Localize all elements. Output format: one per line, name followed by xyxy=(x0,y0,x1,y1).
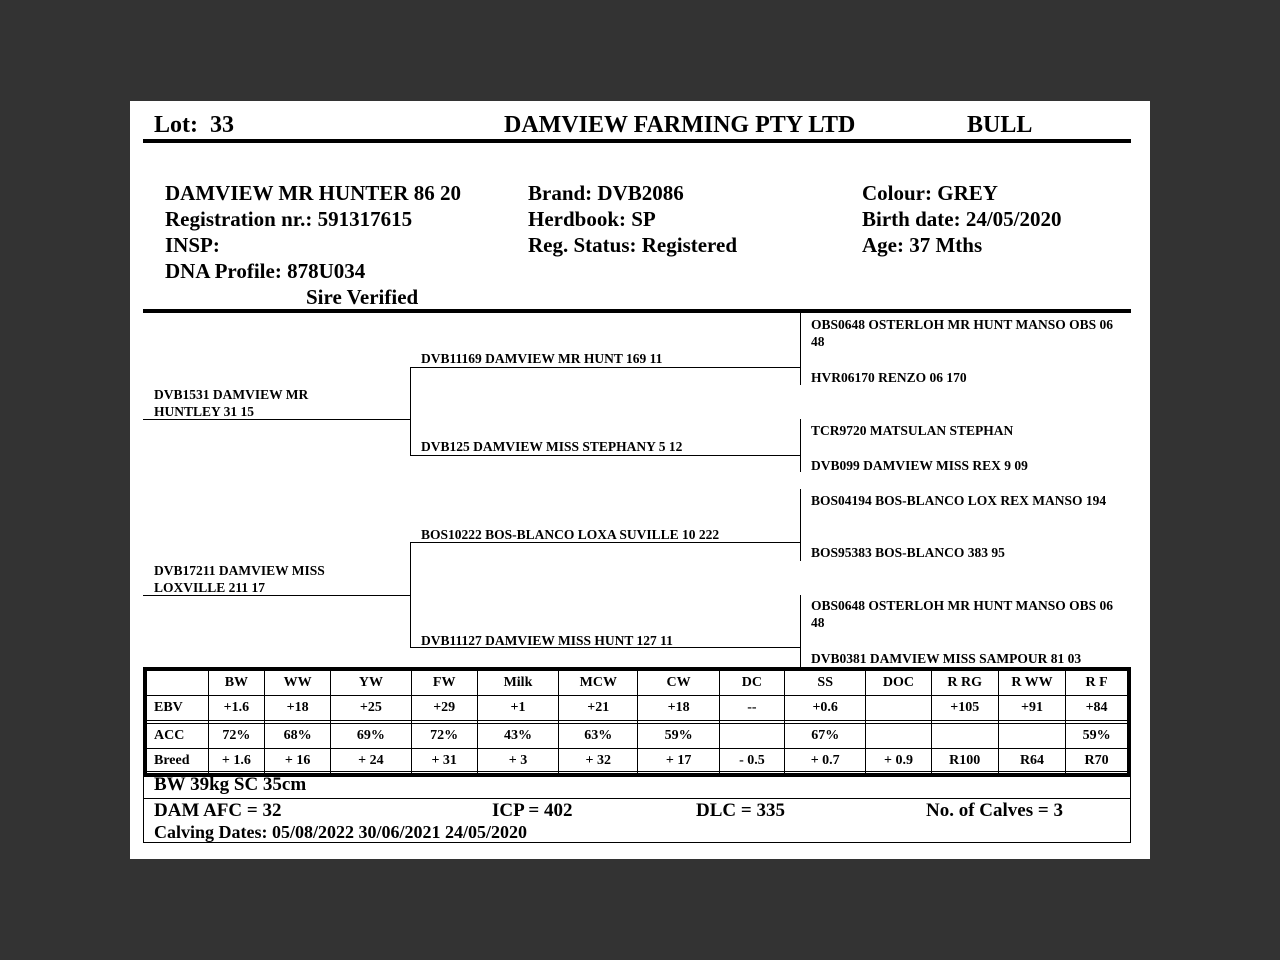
ebv-table xyxy=(143,667,1131,777)
pedigree-dam-dam: DVB11127 DAMVIEW MISS HUNT 127 11 xyxy=(421,633,673,648)
breed-cell: + 0.9 xyxy=(866,749,931,776)
dam-calves: No. of Calves = 3 xyxy=(926,800,1063,821)
ebv-cell: +21 xyxy=(559,696,638,721)
ebv-col-header: CW xyxy=(638,669,719,696)
acc-cell xyxy=(931,724,998,749)
ebv-cell: +25 xyxy=(331,696,411,721)
dam-dlc: DLC = 335 xyxy=(696,800,785,821)
breed-cell: - 0.5 xyxy=(719,749,784,776)
ebv-cell: +1 xyxy=(477,696,558,721)
lot-label xyxy=(154,112,234,138)
colour: Colour: GREY xyxy=(862,181,998,205)
ebv-cell: +18 xyxy=(638,696,719,721)
gen3-bracket-1 xyxy=(800,313,801,385)
breed-cell: + 17 xyxy=(638,749,719,776)
breed-cell: + 0.7 xyxy=(785,749,866,776)
insp-label: INSP: xyxy=(165,233,220,257)
sire-verified: Sire Verified xyxy=(306,285,419,309)
acc-cell: 43% xyxy=(477,724,558,749)
pedigree-sire-dam-sire: TCR9720 MATSULAN STEPHAN xyxy=(811,423,1014,438)
seller-name: DAMVIEW FARMING PTY LTD xyxy=(504,112,856,138)
breed-cell: R70 xyxy=(1066,749,1129,776)
ebv-col-header: MCW xyxy=(559,669,638,696)
ebv-col-header: R F xyxy=(1066,669,1129,696)
ebv-col-header: WW xyxy=(264,669,330,696)
dam-bracket xyxy=(410,542,411,648)
birth-date: Birth date: 24/05/2020 xyxy=(862,207,1062,231)
herdbook: Herdbook: SP xyxy=(528,207,656,231)
sale-lot-card xyxy=(130,101,1150,859)
pedigree-sire: DVB1531 DAMVIEW MR HUNTLEY 31 15 xyxy=(154,387,309,419)
ebv-col-header: DOC xyxy=(866,669,931,696)
header-rule xyxy=(143,139,1131,143)
acc-cell xyxy=(866,724,931,749)
breed-cell: + 16 xyxy=(264,749,330,776)
reg-status: Reg. Status: Registered xyxy=(528,233,737,257)
animal-sex: BULL xyxy=(967,112,1033,138)
ebv-cell: +91 xyxy=(998,696,1065,721)
acc-cell: 69% xyxy=(331,724,411,749)
ebv-cell: +29 xyxy=(411,696,477,721)
ebv-col-header xyxy=(145,669,208,696)
animal-name: DAMVIEW MR HUNTER 86 20 xyxy=(165,181,461,205)
breed-cell: + 32 xyxy=(559,749,638,776)
ebv-col-header: R WW xyxy=(998,669,1065,696)
pedigree-dam-dam-dam: DVB0381 DAMVIEW MISS SAMPOUR 81 03 xyxy=(811,651,1082,666)
ebv-cell: +0.6 xyxy=(785,696,866,721)
sire-sire-line xyxy=(410,367,801,368)
ebv-col-header: BW xyxy=(208,669,264,696)
acc-row xyxy=(145,724,1129,749)
ebv-col-header: R RG xyxy=(931,669,998,696)
breed-cell: R100 xyxy=(931,749,998,776)
acc-cell: 67% xyxy=(785,724,866,749)
pedigree-dam-sire-dam: BOS95383 BOS-BLANCO 383 95 xyxy=(811,545,1005,560)
brand: Brand: DVB2086 xyxy=(528,181,684,205)
ebv-col-header: FW xyxy=(411,669,477,696)
dna-profile: DNA Profile: 878U034 xyxy=(165,259,366,283)
age: Age: 37 Mths xyxy=(862,233,983,257)
acc-cell: 72% xyxy=(208,724,264,749)
breed-cell: + 24 xyxy=(331,749,411,776)
ebv-cell: +105 xyxy=(931,696,998,721)
acc-cell: 59% xyxy=(638,724,719,749)
weights-box xyxy=(143,771,1131,799)
ebv-cell: +84 xyxy=(1066,696,1129,721)
pedigree-dam-dam-sire: OBS0648 OSTERLOH MR HUNT MANSO OBS 06 48 xyxy=(811,598,1114,630)
acc-cell xyxy=(998,724,1065,749)
breed-row-label: Breed xyxy=(145,749,208,776)
ebv-col-header: YW xyxy=(331,669,411,696)
ebv-cell: +1.6 xyxy=(208,696,264,721)
pedigree-sire-dam-dam: DVB099 DAMVIEW MISS REX 9 09 xyxy=(811,458,1028,473)
gen3-bracket-2 xyxy=(800,419,801,472)
breed-cell: + 1.6 xyxy=(208,749,264,776)
ebv-cell: +18 xyxy=(264,696,330,721)
ebv-row xyxy=(145,696,1129,721)
dam-afc: DAM AFC = 32 xyxy=(154,800,282,821)
registration-number: Registration nr.: 591317615 xyxy=(165,207,413,231)
ebv-header-row xyxy=(145,669,1129,696)
acc-cell: 72% xyxy=(411,724,477,749)
ebv-col-header: Milk xyxy=(477,669,558,696)
breed-cell: + 3 xyxy=(477,749,558,776)
acc-cell xyxy=(719,724,784,749)
lot-label-text: Lot: xyxy=(154,112,198,138)
dam-icp: ICP = 402 xyxy=(492,800,573,821)
breed-cell: + 31 xyxy=(411,749,477,776)
acc-cell: 68% xyxy=(264,724,330,749)
pedigree-dam-sire-sire: BOS04194 BOS-BLANCO LOX REX MANSO 194 xyxy=(811,493,1107,508)
sire-dam-line xyxy=(410,455,801,456)
pedigree-dam-sire: BOS10222 BOS-BLANCO LOXA SUVILLE 10 222 xyxy=(421,527,720,542)
ebv-col-header: SS xyxy=(785,669,866,696)
gen3-bracket-4 xyxy=(800,595,801,667)
ebv-cell: -- xyxy=(719,696,784,721)
ebv-col-header: DC xyxy=(719,669,784,696)
pedigree-sire-sire-sire: OBS0648 OSTERLOH MR HUNT MANSO OBS 06 48 xyxy=(811,317,1114,349)
acc-cell: 59% xyxy=(1066,724,1129,749)
pedigree-dam: DVB17211 DAMVIEW MISS LOXVILLE 211 17 xyxy=(154,563,325,595)
info-rule xyxy=(143,309,1131,313)
weights-text: BW 39kg SC 35cm xyxy=(154,774,307,795)
sire-bracket xyxy=(410,367,411,456)
breed-cell: R64 xyxy=(998,749,1065,776)
pedigree-sire-dam: DVB125 DAMVIEW MISS STEPHANY 5 12 xyxy=(421,439,683,454)
ebv-row-label: EBV xyxy=(145,696,208,721)
calving-dates: Calving Dates: 05/08/2022 30/06/2021 24/05/2020 xyxy=(154,822,527,842)
pedigree-sire-sire-dam: HVR06170 RENZO 06 170 xyxy=(811,370,967,385)
acc-cell: 63% xyxy=(559,724,638,749)
acc-row-label: ACC xyxy=(145,724,208,749)
gen3-bracket-3 xyxy=(800,489,801,561)
ebv-cell xyxy=(866,696,931,721)
pedigree-sire-sire: DVB11169 DAMVIEW MR HUNT 169 11 xyxy=(421,351,663,366)
lot-number: 33 xyxy=(210,112,234,138)
dam-stats-box xyxy=(143,798,1131,843)
